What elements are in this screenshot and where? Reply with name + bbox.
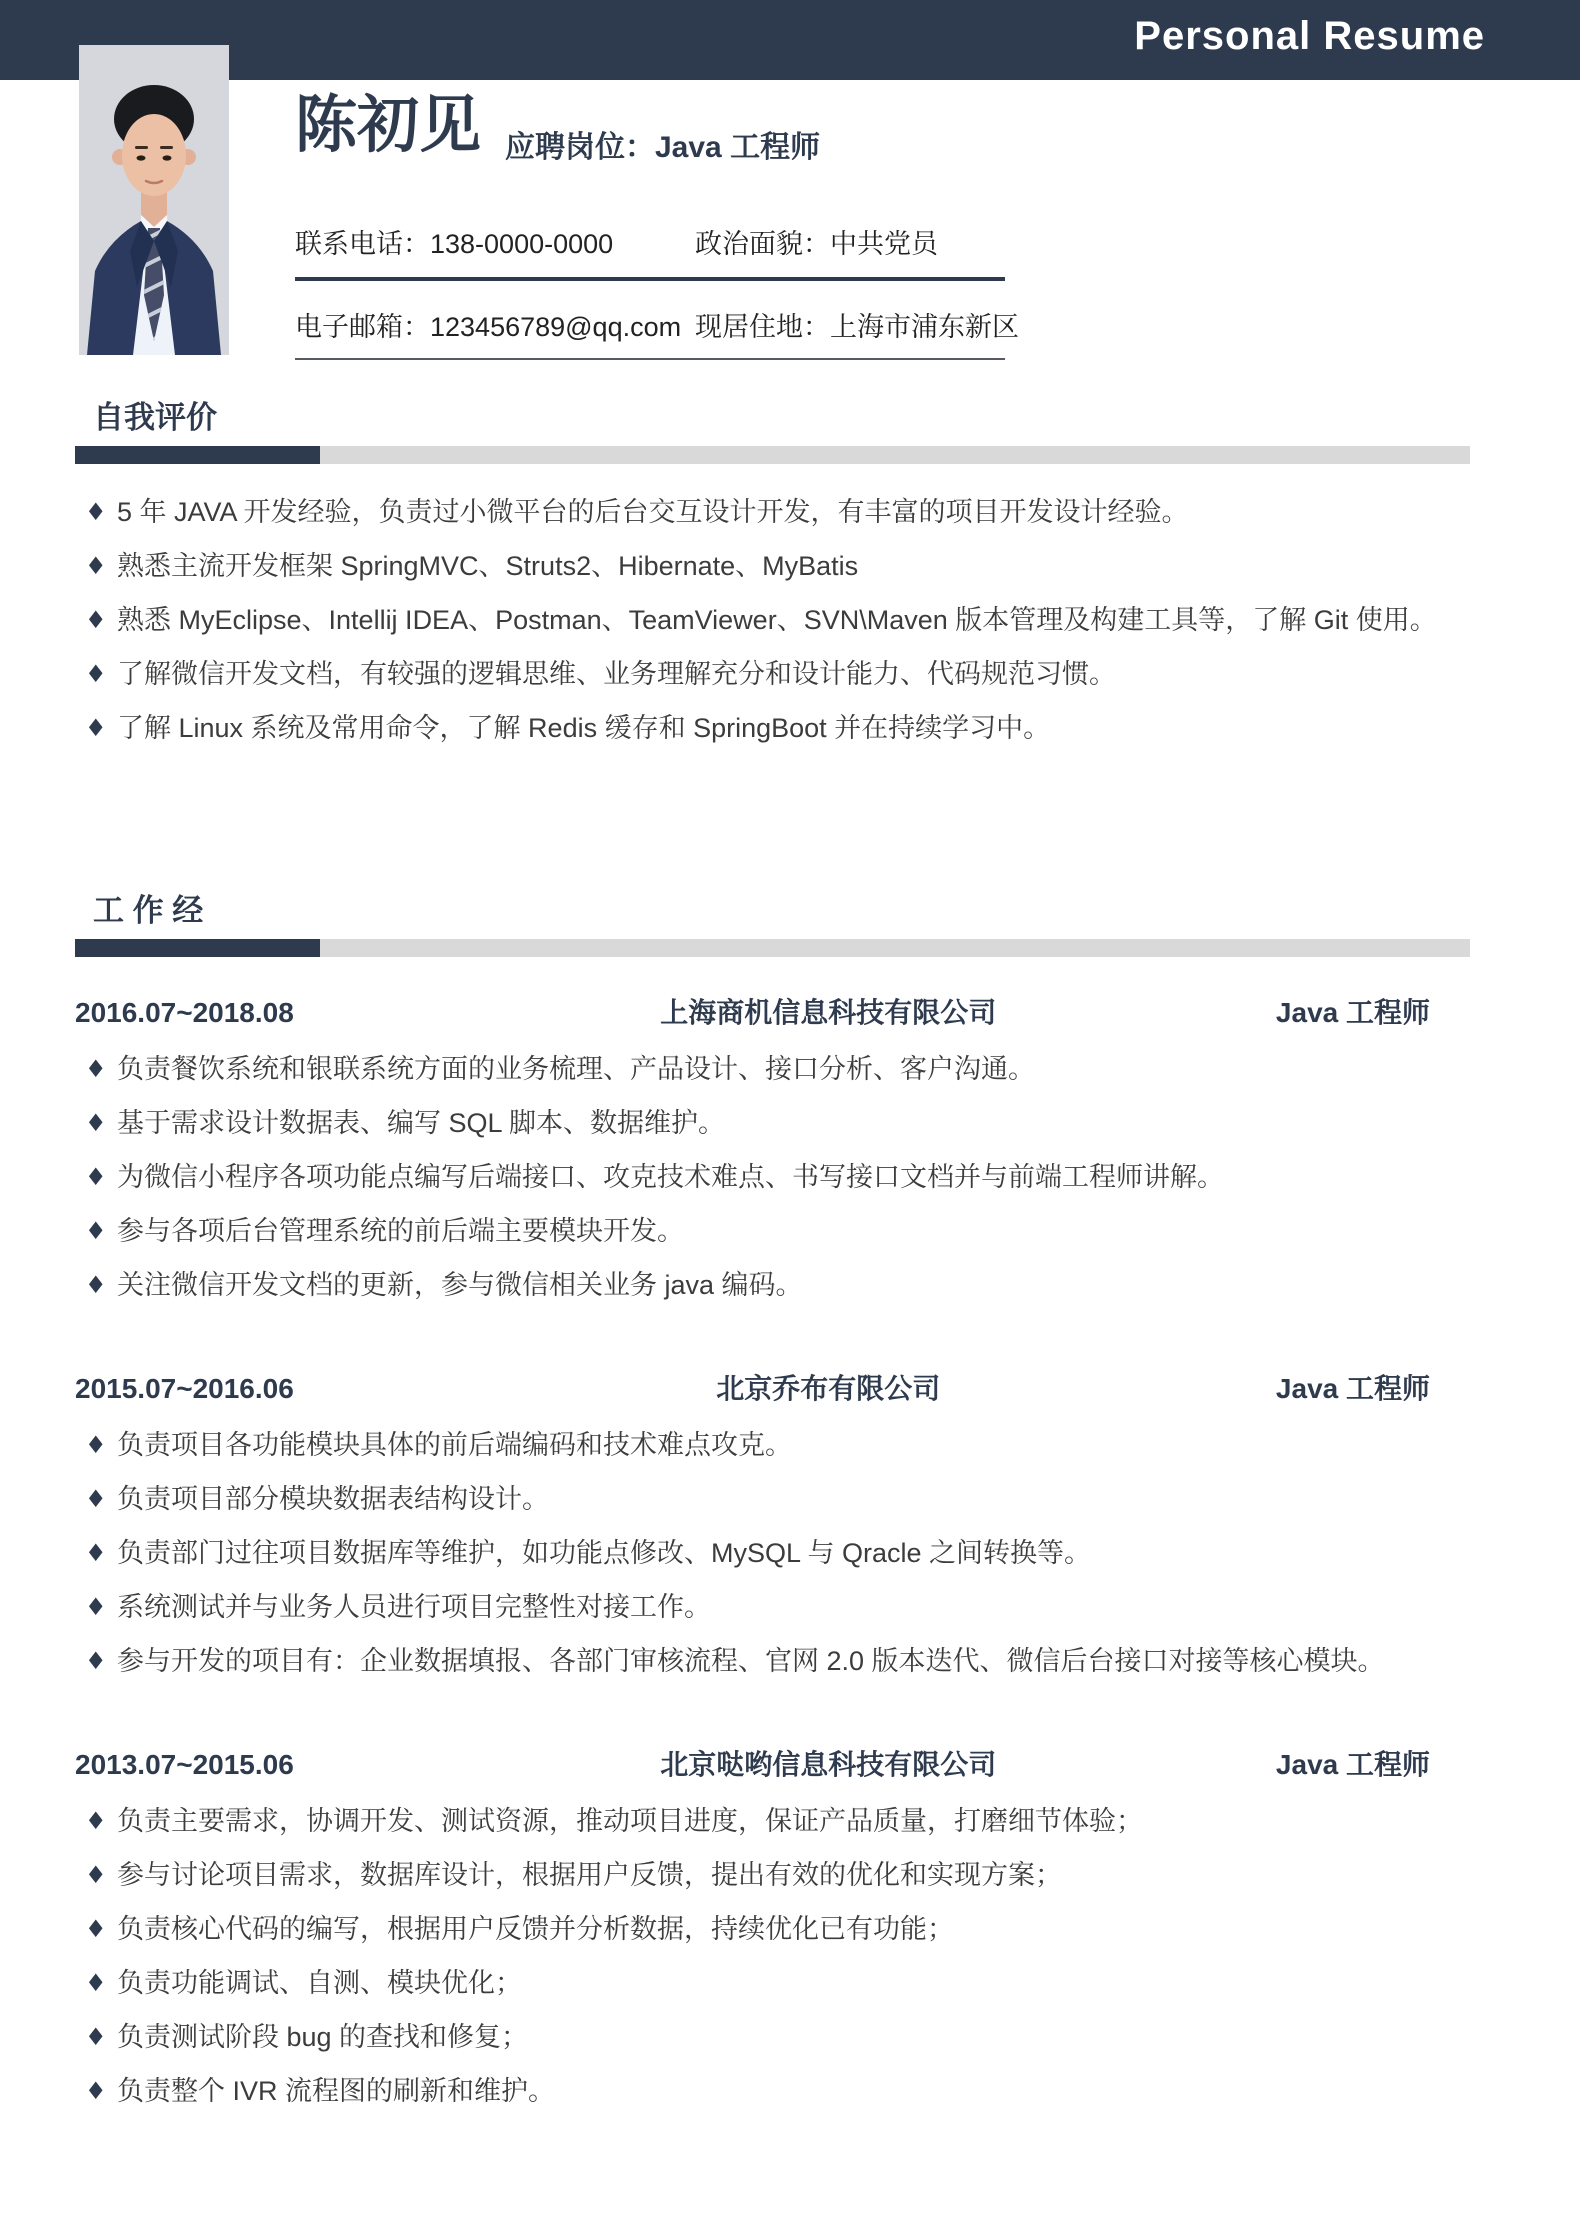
diamond-bullet-icon: ♦ (85, 2077, 107, 2105)
target-position (505, 133, 820, 163)
bullet-text: 为微信小程序各项功能点编写后端接口、攻克技术难点、书写接口文档并与前端工程师讲解。 (117, 1162, 1224, 1192)
list-item (75, 1211, 1470, 1251)
contact-political-status (695, 222, 1005, 261)
contact-value: 138-0000-0000 (430, 229, 614, 259)
list-item (75, 1641, 1470, 1681)
job-period: 2013.07~2015.06 (75, 1749, 294, 1780)
bullet-text: 负责主要需求，协调开发、测试资源，推动项目进度，保证产品质量，打磨细节体验； (117, 1806, 1143, 1836)
contact-row (295, 222, 1005, 281)
list-item (75, 1963, 1470, 2003)
list-item (75, 708, 1470, 748)
job-header (75, 993, 1470, 1033)
job-entry (75, 1745, 1470, 2111)
job-entry (75, 1369, 1470, 1681)
job-duty-list (75, 1049, 1470, 1305)
bullet-text: 关注微信开发文档的更新，参与微信相关业务 java 编码。 (117, 1270, 803, 1300)
list-item (75, 2017, 1470, 2057)
diamond-bullet-icon: ♦ (85, 1485, 107, 1513)
list-item (75, 1909, 1470, 1949)
contact-label: 电子邮箱： (295, 312, 430, 342)
bullet-text: 了解 Linux 系统及常用命令，了解 Redis 缓存和 SpringBoot 并在持续学习中。 (117, 713, 1051, 743)
job-role: Java 工程师 (1275, 997, 1430, 1028)
target-position-label: 应聘岗位： (505, 131, 655, 164)
diamond-bullet-icon: ♦ (85, 1647, 107, 1675)
section-title: 工 作 经 (93, 893, 204, 928)
diamond-bullet-icon: ♦ (85, 1807, 107, 1835)
contact-label: 现居住地： (695, 312, 830, 342)
divider-gray-segment (320, 446, 1470, 464)
diamond-bullet-icon: ♦ (85, 1271, 107, 1299)
contact-residence (695, 305, 1019, 344)
bullet-text: 负责功能调试、自测、模块优化； (117, 1968, 522, 1998)
job-company: 北京乔布有限公司 (716, 1373, 941, 1404)
diamond-bullet-icon: ♦ (85, 1055, 107, 1083)
contact-row (295, 281, 1019, 360)
job-entry (75, 993, 1470, 1305)
contact-label: 联系电话： (295, 229, 430, 259)
portrait-illustration (79, 45, 229, 355)
diamond-bullet-icon: ♦ (85, 2023, 107, 2051)
candidate-name: 陈初见 (295, 91, 482, 160)
divider-gray-segment (320, 939, 1470, 957)
diamond-bullet-icon: ♦ (85, 1861, 107, 1889)
target-position-value: Java 工程师 (655, 131, 821, 164)
diamond-bullet-icon: ♦ (85, 1163, 107, 1191)
bullet-text: 负责测试阶段 bug 的查找和修复； (117, 2022, 529, 2052)
list-item (75, 546, 1470, 586)
job-header (75, 1369, 1470, 1409)
job-company: 北京哒哟信息科技有限公司 (660, 1749, 997, 1780)
profile-photo (79, 45, 229, 355)
section-title: 自我评价 (93, 400, 217, 435)
list-item (75, 1265, 1470, 1305)
divider-dark-segment (75, 446, 320, 464)
contact-value: 123456789@qq.com (430, 312, 682, 342)
list-item (75, 1049, 1470, 1089)
list-item (75, 1425, 1470, 1465)
section-divider (75, 446, 1470, 464)
diamond-bullet-icon: ♦ (85, 1431, 107, 1459)
list-item (75, 1157, 1470, 1197)
self-evaluation-list (75, 492, 1470, 748)
contact-info (295, 222, 1019, 360)
bullet-text: 熟悉 MyEclipse、Intellij IDEA、Postman、TeamViewer、SVN\Maven 版本管理及构建工具等，了解 Git 使用。 (117, 605, 1437, 635)
job-role: Java 工程师 (1275, 1373, 1430, 1404)
diamond-bullet-icon: ♦ (85, 498, 107, 526)
bullet-text: 参与开发的项目有：企业数据填报、各部门审核流程、官网 2.0 版本迭代、微信后台接口对接等核心模块。 (117, 1646, 1385, 1676)
job-role: Java 工程师 (1275, 1749, 1430, 1780)
job-company: 上海商机信息科技有限公司 (660, 997, 997, 1028)
diamond-bullet-icon: ♦ (85, 1969, 107, 1997)
banner-title: Personal Resume (1134, 14, 1485, 58)
diamond-bullet-icon: ♦ (85, 1217, 107, 1245)
contact-label: 政治面貌： (695, 229, 830, 259)
bullet-text: 系统测试并与业务人员进行项目完整性对接工作。 (117, 1592, 711, 1622)
diamond-bullet-icon: ♦ (85, 552, 107, 580)
job-duty-list (75, 1801, 1470, 2111)
diamond-bullet-icon: ♦ (85, 1539, 107, 1567)
list-item (75, 2071, 1470, 2111)
diamond-bullet-icon: ♦ (85, 606, 107, 634)
bullet-text: 负责核心代码的编写，根据用户反馈并分析数据，持续优化已有功能； (117, 1914, 954, 1944)
bullet-text: 5 年 JAVA 开发经验，负责过小微平台的后台交互设计开发，有丰富的项目开发设计经验。 (117, 497, 1189, 527)
bullet-text: 负责整个 IVR 流程图的刷新和维护。 (117, 2076, 556, 2106)
bullet-text: 负责项目各功能模块具体的前后端编码和技术难点攻克。 (117, 1430, 792, 1460)
list-item (75, 654, 1470, 694)
job-duty-list (75, 1425, 1470, 1681)
bullet-text: 参与各项后台管理系统的前后端主要模块开发。 (117, 1216, 684, 1246)
list-item (75, 1855, 1470, 1895)
list-item (75, 1103, 1470, 1143)
bullet-text: 熟悉主流开发框架 SpringMVC、Struts2、Hibernate、MyBatis (117, 551, 859, 581)
list-item (75, 1587, 1470, 1627)
section-divider (75, 939, 1470, 957)
job-period: 2015.07~2016.06 (75, 1373, 294, 1404)
bullet-text: 负责部门过往项目数据库等维护，如功能点修改、MySQL 与 Qracle 之间转换等。 (117, 1538, 1092, 1568)
bullet-text: 基于需求设计数据表、编写 SQL 脚本、数据维护。 (117, 1108, 726, 1138)
diamond-bullet-icon: ♦ (85, 1593, 107, 1621)
bullet-text: 负责项目部分模块数据表结构设计。 (117, 1484, 549, 1514)
list-item (75, 600, 1470, 640)
diamond-bullet-icon: ♦ (85, 714, 107, 742)
bullet-text: 了解微信开发文档，有较强的逻辑思维、业务理解充分和设计能力、代码规范习惯。 (117, 659, 1116, 689)
bullet-text: 负责餐饮系统和银联系统方面的业务梳理、产品设计、接口分析、客户沟通。 (117, 1054, 1035, 1084)
bullet-text: 参与讨论项目需求，数据库设计，根据用户反馈，提出有效的优化和实现方案； (117, 1860, 1062, 1890)
list-item (75, 1533, 1470, 1573)
diamond-bullet-icon: ♦ (85, 660, 107, 688)
list-item (75, 1479, 1470, 1519)
contact-phone (295, 222, 695, 261)
diamond-bullet-icon: ♦ (85, 1109, 107, 1137)
divider-dark-segment (75, 939, 320, 957)
diamond-bullet-icon: ♦ (85, 1915, 107, 1943)
list-item (75, 492, 1470, 532)
list-item (75, 1801, 1470, 1841)
job-period: 2016.07~2018.08 (75, 997, 294, 1028)
section-self-evaluation (75, 400, 1470, 762)
contact-value: 中共党员 (830, 229, 938, 259)
contact-value: 上海市浦东新区 (830, 312, 1019, 342)
section-work-experience (75, 893, 1470, 2125)
contact-email (295, 305, 695, 344)
job-header (75, 1745, 1470, 1785)
